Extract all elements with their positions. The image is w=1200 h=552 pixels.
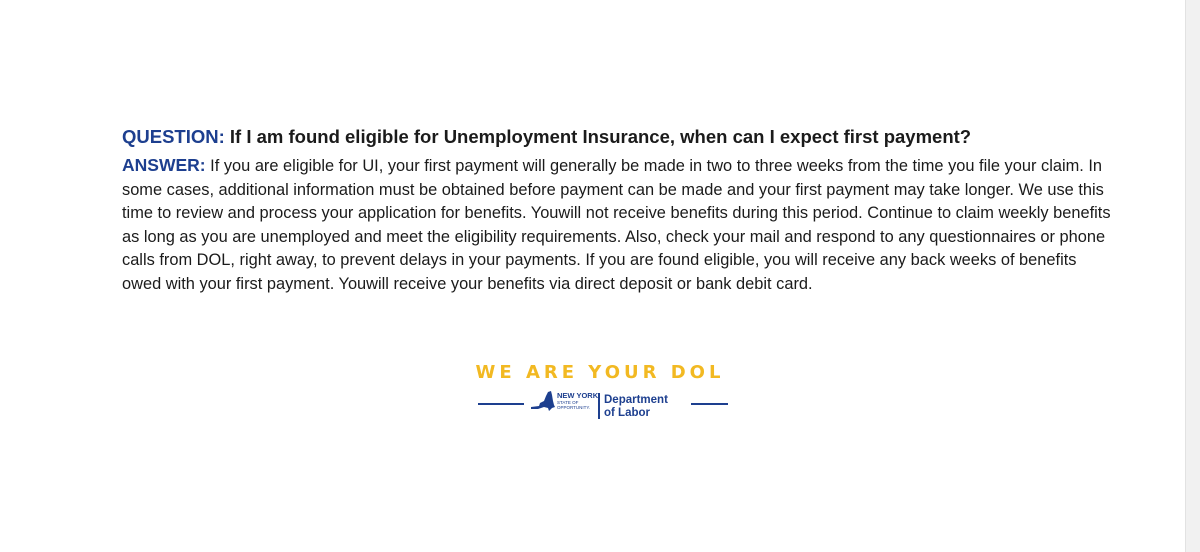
nys-wordmark (557, 392, 598, 411)
dol-tagline: WE ARE YOUR DOL (475, 362, 725, 383)
nys-wordmark-sub1: STATE OF (557, 399, 579, 405)
logo-divider (598, 393, 600, 419)
logo-rule-right (691, 403, 728, 405)
dept-of-labor-wordmark (604, 394, 668, 420)
faq-question (122, 124, 1112, 150)
nys-wordmark-sub2: OPPORTUNITY. (557, 405, 591, 410)
answer-text: If you are eligible for UI, your first payment will generally be made in two to three weeks from the time you file your claim. In some cases, additional information must be obtained before payment can be made and your first payment may take longer. We use this time to review and process your application for benefits. Youwill not receive benefits during this period. Continue to claim weekly benefits as long as you are unemployed and meet the eligibility requirements. Also, check your mail and respond to any questionnaires or phone calls from DOL, right away, to prevent delays in your payments. If you are found eligible, you will receive any back weeks of benefits owed with your first payment. Youwill receive your benefits via direct deposit or bank debit card. (122, 157, 1111, 293)
question-label: QUESTION: (122, 126, 225, 147)
new-york-state-map-icon (530, 390, 556, 412)
nys-dol-logo (478, 388, 728, 428)
page-edge-scrollbar (1185, 0, 1200, 552)
faq-block (122, 124, 1112, 296)
dept-wordmark-line2: of Labor (604, 407, 650, 419)
answer-label: ANSWER: (122, 155, 206, 175)
logo-rule-left (478, 403, 524, 405)
dept-wordmark-line1: Department (604, 394, 668, 406)
question-text: If I am found eligible for Unemployment Insurance, when can I expect first payment? (229, 126, 972, 147)
faq-answer (122, 154, 1112, 296)
nys-wordmark-title: NEW YORK (557, 391, 599, 400)
